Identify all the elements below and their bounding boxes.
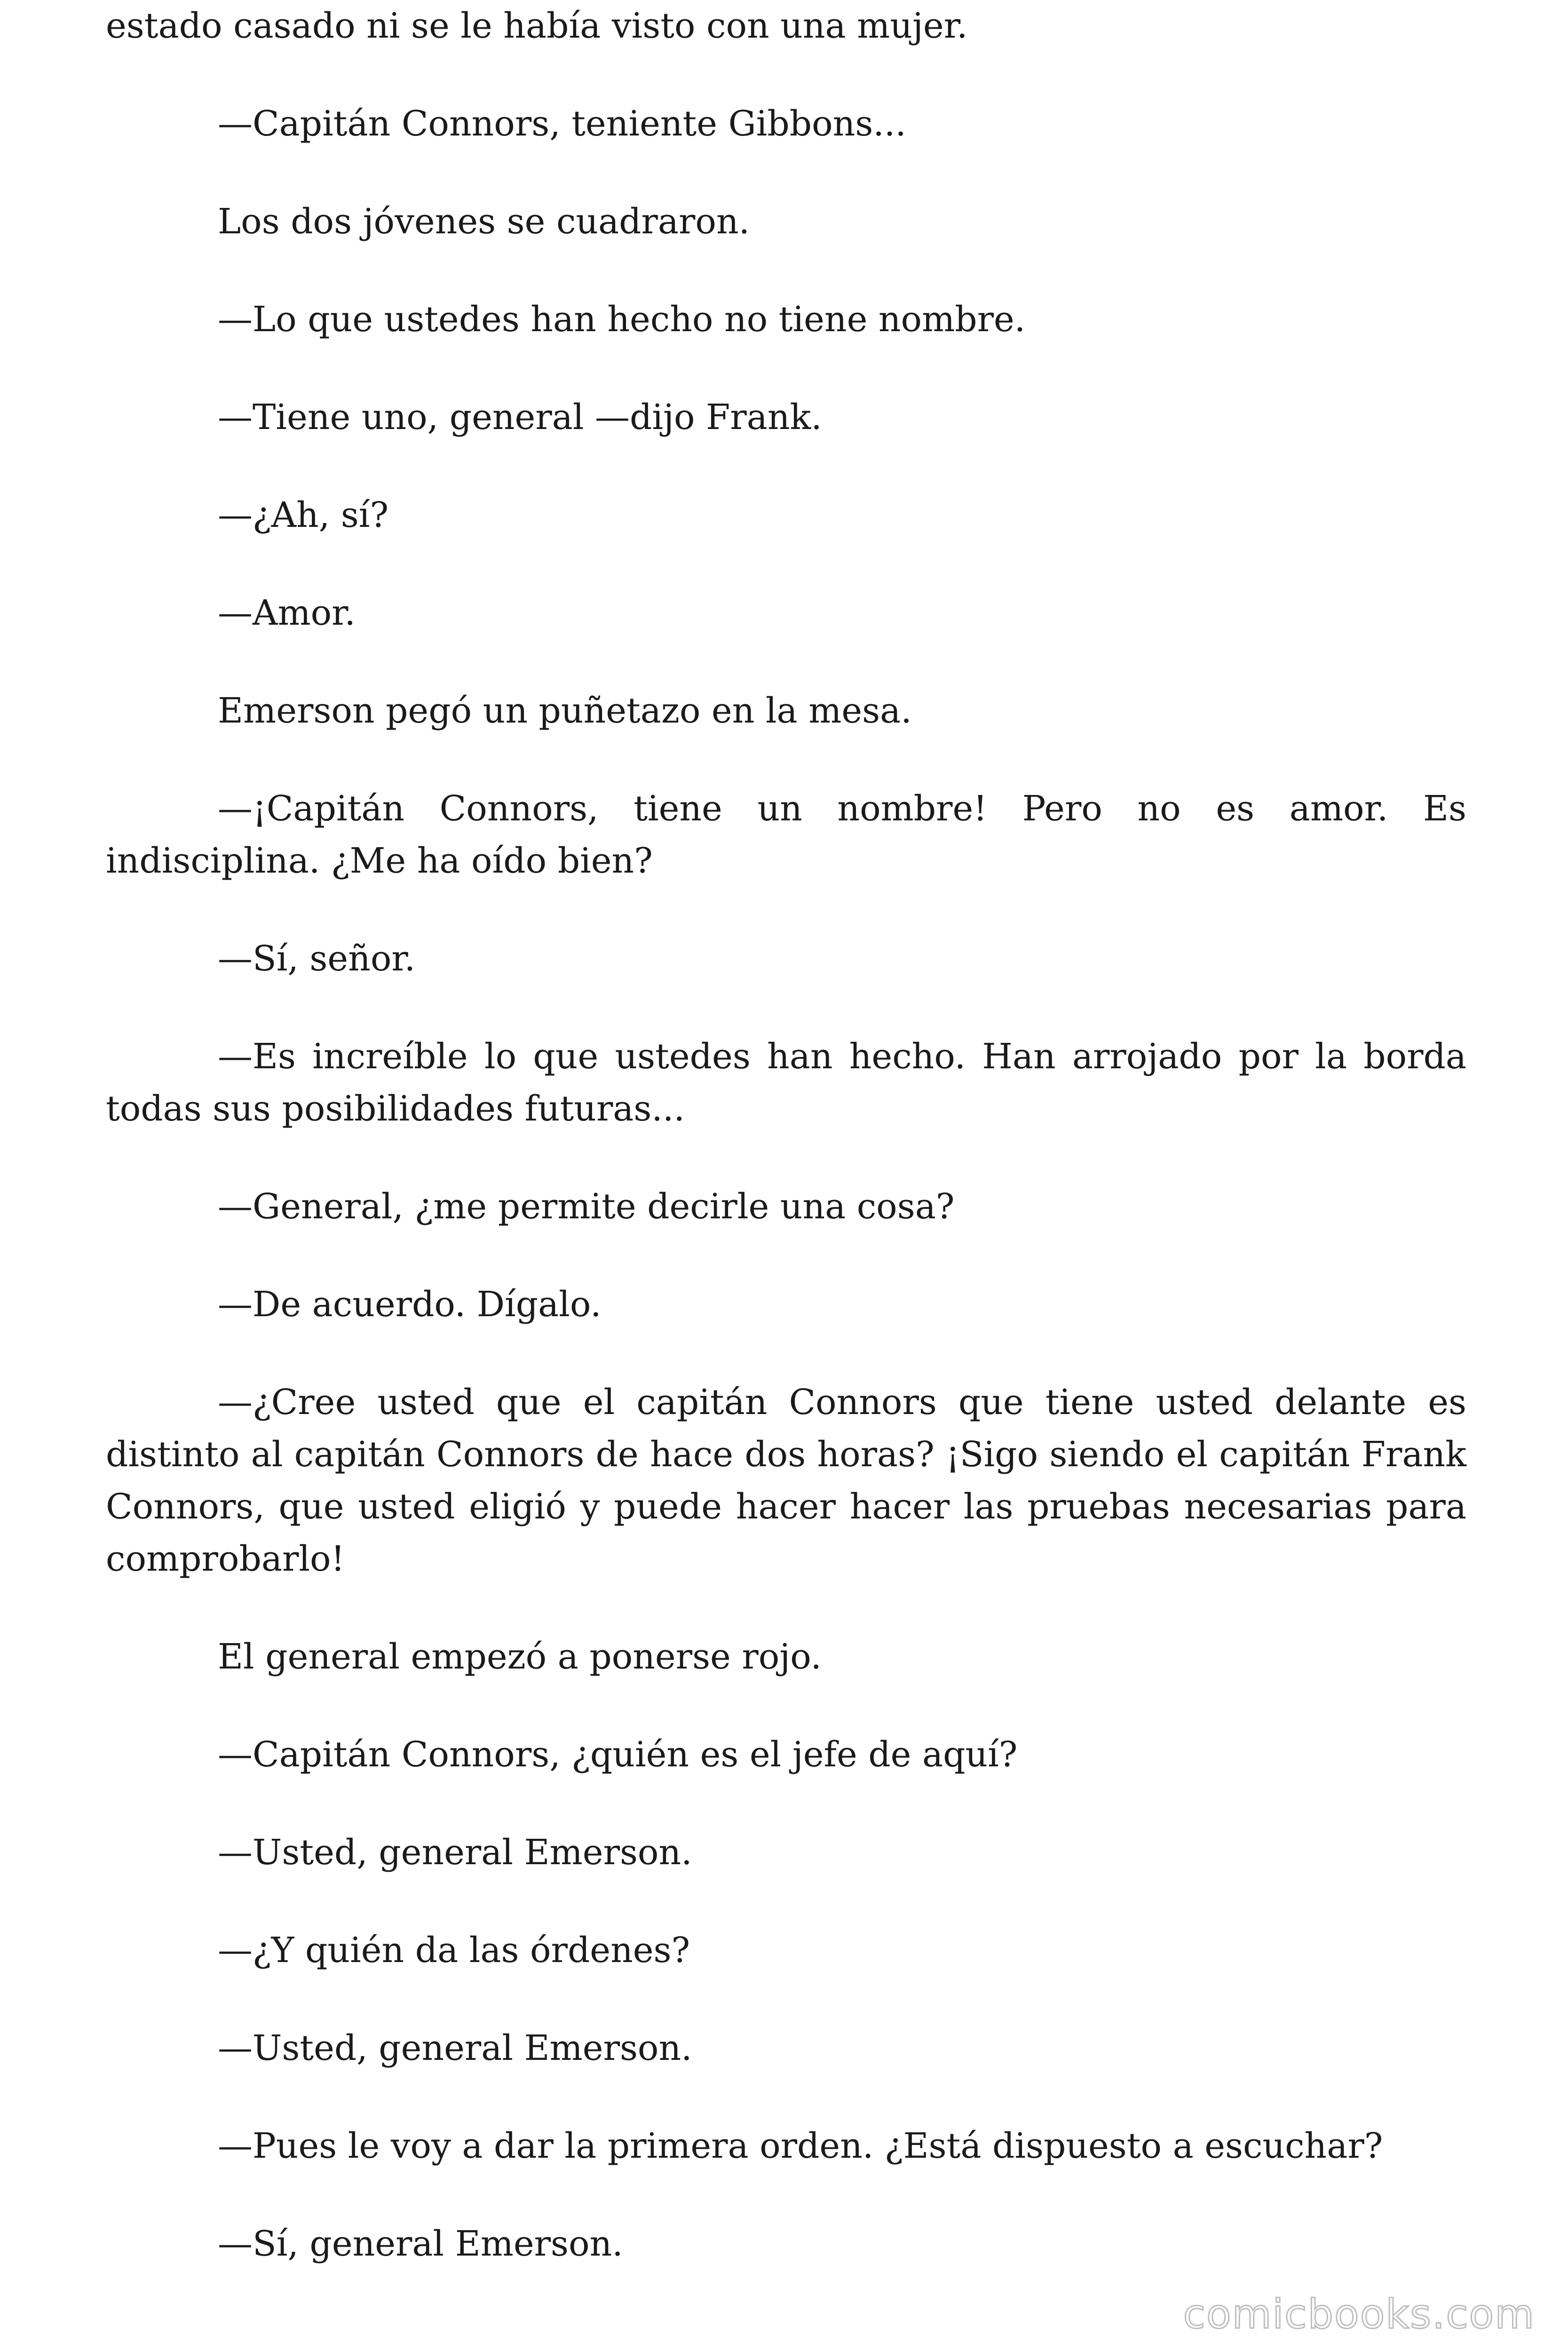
paragraph: —¿Cree usted que el capitán Connors que tiene usted delante es distinto al capitán Connors de hace dos horas? ¡Sigo siendo el capitán Frank Connors, que usted eligió y puede hacer hacer las pruebas necesarias para comprobarlo! <box>106 1382 1466 1579</box>
paragraph: —Usted, general Emerson. <box>218 1832 692 1873</box>
text-column <box>106 0 1466 2270</box>
paragraph-continuation: estado casado ni se le había visto con una mujer. <box>106 6 968 46</box>
paragraph: —Es increíble lo que ustedes han hecho. Han arrojado por la borda todas sus posibilidades futuras... <box>106 1036 1466 1129</box>
paragraph: —¡Capitán Connors, tiene un nombre! Pero no es amor. Es indisciplina. ¿Me ha oído bien? <box>106 788 1466 881</box>
watermark-logo: comicbooks.com <box>1183 2291 1535 2338</box>
paragraph: —¿Ah, sí? <box>218 495 389 535</box>
paragraph: El general empezó a ponerse rojo. <box>218 1637 822 1677</box>
paragraph: —Tiene uno, general —dijo Frank. <box>218 397 822 437</box>
paragraph: Emerson pegó un puñetazo en la mesa. <box>218 691 912 731</box>
paragraph: —General, ¿me permite decirle una cosa? <box>218 1186 955 1227</box>
paragraph: —¿Y quién da las órdenes? <box>218 1930 690 1971</box>
paragraph: —Lo que ustedes han hecho no tiene nombre. <box>218 299 1026 340</box>
paragraph: —Usted, general Emerson. <box>218 2028 692 2068</box>
paragraph: —Sí, señor. <box>218 938 416 979</box>
paragraph: —Capitán Connors, ¿quién es el jefe de aquí? <box>218 1734 1018 1775</box>
paragraph: —Amor. <box>218 593 356 633</box>
paragraph: —De acuerdo. Dígalo. <box>218 1284 602 1325</box>
paragraph: —Capitán Connors, teniente Gibbons... <box>218 103 906 144</box>
paragraph: —Sí, general Emerson. <box>218 2224 623 2264</box>
paragraph: —Pues le voy a dar la primera orden. ¿Está dispuesto a escuchar? <box>218 2126 1383 2166</box>
paragraph: Los dos jóvenes se cuadraron. <box>218 201 750 242</box>
